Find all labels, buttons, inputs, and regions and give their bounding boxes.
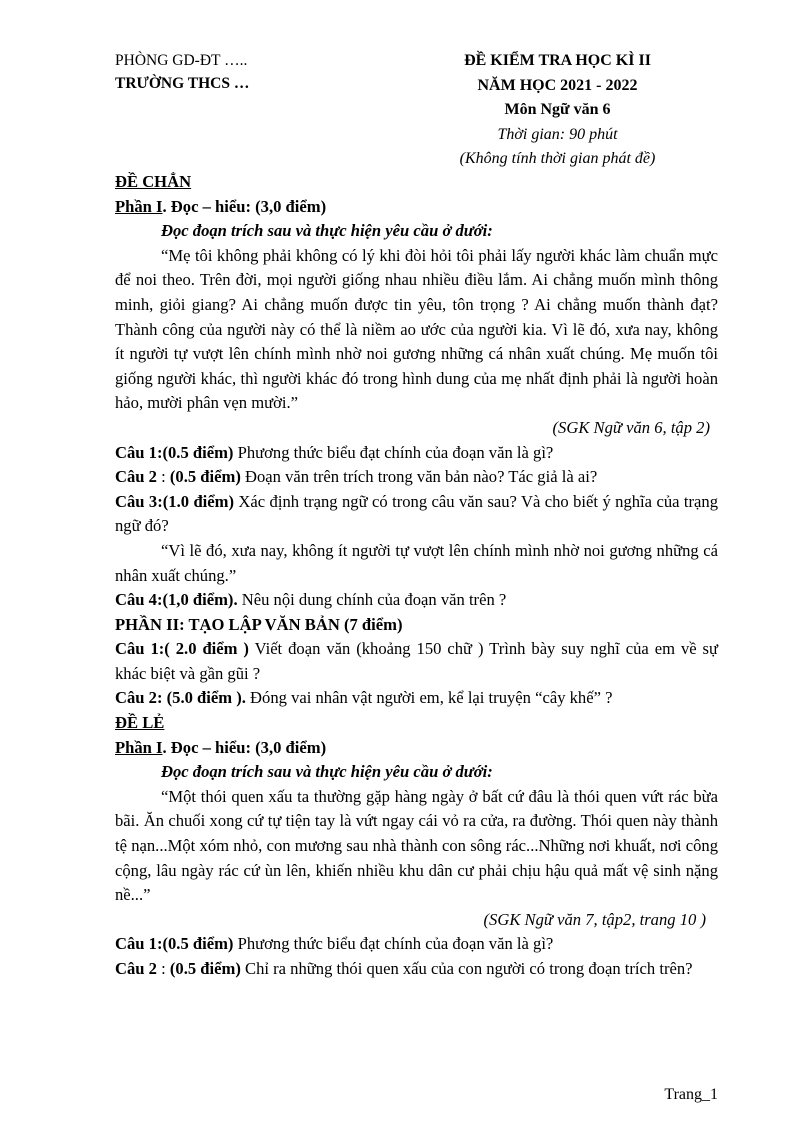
- question-separator: :: [156, 959, 170, 978]
- even-passage: “Mẹ tôi không phải không có lý khi đòi hỏi tôi phải lấy người khác làm chuẩn mực để noi theo. Trên đời, mọi người giống nhau nhiều điều lắm. Ai chẳng muốn mình thông minh, giỏi giang? Ai chẳng muốn được tin yêu, tôn trọng ? Ai chẳng muốn thành đạt? Thành công của người này có thể là niềm ao ước của người kia. Vì lẽ đó, xưa nay, không ít người tự vượt lên chính mình nhờ noi gương những cá nhân xuất chúng. Mẹ muốn tôi giống người khác, thì người khác đó trong hình dung của mẹ nhất định phải là người hoàn hảo, mười phân vẹn mười.”: [115, 245, 718, 413]
- question-points: (0.5 điểm): [169, 467, 241, 487]
- question-label: Câu 1:(0.5 điểm): [115, 442, 234, 462]
- issuer-block: [115, 49, 355, 95]
- question-text: Đóng vai nhân vật người em, kể lại truyện “cây khế” ?: [245, 688, 613, 708]
- subject: Môn Ngữ văn 6: [504, 101, 611, 118]
- odd-part1-heading: [115, 736, 718, 761]
- department-name: PHÒNG GD-ĐT …..: [115, 52, 248, 69]
- exam-time-note: (Không tính thời gian phát đề): [459, 150, 656, 167]
- odd-exam-heading: ĐỀ LẺ: [115, 713, 165, 733]
- document-header: [0, 49, 794, 169]
- question-label: Câu 3:(1.0 điểm): [115, 491, 234, 511]
- page-number: Trang_1: [664, 1086, 718, 1103]
- even-question-1: [115, 441, 718, 466]
- exam-title: ĐỀ KIỂM TRA HỌC KÌ II: [464, 52, 651, 69]
- even-part2-question-1: [115, 637, 718, 686]
- exam-body: [115, 170, 718, 982]
- even-source: (SGK Ngữ văn 6, tập 2): [552, 417, 710, 437]
- exam-title-block: [395, 49, 720, 172]
- question-points: (0.5 điểm): [169, 959, 241, 978]
- even-part2-heading: PHẦN II: TẠO LẬP VĂN BẢN (7 điểm): [115, 614, 403, 634]
- odd-question-1: [115, 932, 718, 957]
- even-question-3-quote: “Vì lẽ đó, xưa nay, không ít người tự vượt lên chính mình nhờ noi gương những cá nhân xuất chúng.”: [115, 540, 718, 585]
- odd-instruction: Đọc đoạn trích sau và thực hiện yêu cầu ở dưới:: [161, 762, 493, 782]
- question-text: Phương thức biểu đạt chính của đoạn văn là gì?: [233, 934, 554, 954]
- question-label: Câu 1:(0.5 điểm): [115, 934, 234, 954]
- question-separator: :: [156, 467, 170, 487]
- school-name: TRƯỜNG THCS …: [115, 75, 250, 92]
- exam-time: Thời gian: 90 phút: [497, 125, 618, 143]
- even-question-4: [115, 588, 718, 613]
- question-label: Câu 2: [115, 467, 157, 487]
- part-label: Phần I: [115, 196, 163, 216]
- odd-passage: “Một thói quen xấu ta thường gặp hàng ngày ở bất cứ đâu là thói quen vứt rác bừa bãi. Ăn chuối xong cứ tự tiện tay là vứt ngay cái vỏ ra cửa, ra đường. Thói quen này thành tệ nạn...Một xóm nhỏ, con mương sau nhà thành con sông rác...Những nơi khuất, nơi công cộng, lâu ngày rác cứ ùn lên, khiến nhiều khu dân cư phải chịu hậu quả mất vệ sinh nặng nề...”: [115, 786, 718, 905]
- question-text: Chỉ ra những thói quen xấu của con người có trong đoạn trích trên?: [240, 959, 693, 978]
- part-title: . Đọc – hiểu: (3,0 điểm): [162, 737, 327, 757]
- question-text: Xác định trạng ngữ có trong câu văn sau? Và cho biết ý nghĩa của trạng ngữ đó?: [115, 491, 718, 536]
- even-part2-question-2: [115, 686, 718, 711]
- even-question-3: [115, 490, 718, 539]
- odd-source: (SGK Ngữ văn 7, tập2, trang 10 ): [483, 909, 706, 929]
- even-question-2: [115, 465, 718, 490]
- question-label: Câu 4:(1,0 điểm).: [115, 590, 238, 610]
- question-text: Viết đoạn văn (khoảng 150 chữ ) Trình bày suy nghĩ của em về sự khác biệt và gần gũi ?: [115, 639, 718, 683]
- question-text: Nêu nội dung chính của đoạn văn trên ?: [237, 590, 507, 610]
- question-text: Đoạn văn trên trích trong văn bản nào? Tác giả là ai?: [240, 467, 598, 487]
- even-exam-heading: ĐỀ CHẲN: [115, 172, 192, 191]
- even-part1-heading: [115, 195, 718, 220]
- even-instruction: Đọc đoạn trích sau và thực hiện yêu cầu ở dưới:: [161, 221, 493, 241]
- part-title: . Đọc – hiểu: (3,0 điểm): [162, 196, 327, 216]
- school-year: NĂM HỌC 2021 - 2022: [477, 76, 638, 94]
- question-text: Phương thức biểu đạt chính của đoạn văn là gì?: [233, 442, 554, 462]
- question-label: Câu 2: (5.0 điểm ).: [115, 688, 246, 708]
- question-label: Câu 1:( 2.0 điểm ): [115, 639, 249, 659]
- part-label: Phần I: [115, 737, 163, 757]
- odd-question-2: [115, 957, 718, 982]
- question-label: Câu 2: [115, 959, 157, 978]
